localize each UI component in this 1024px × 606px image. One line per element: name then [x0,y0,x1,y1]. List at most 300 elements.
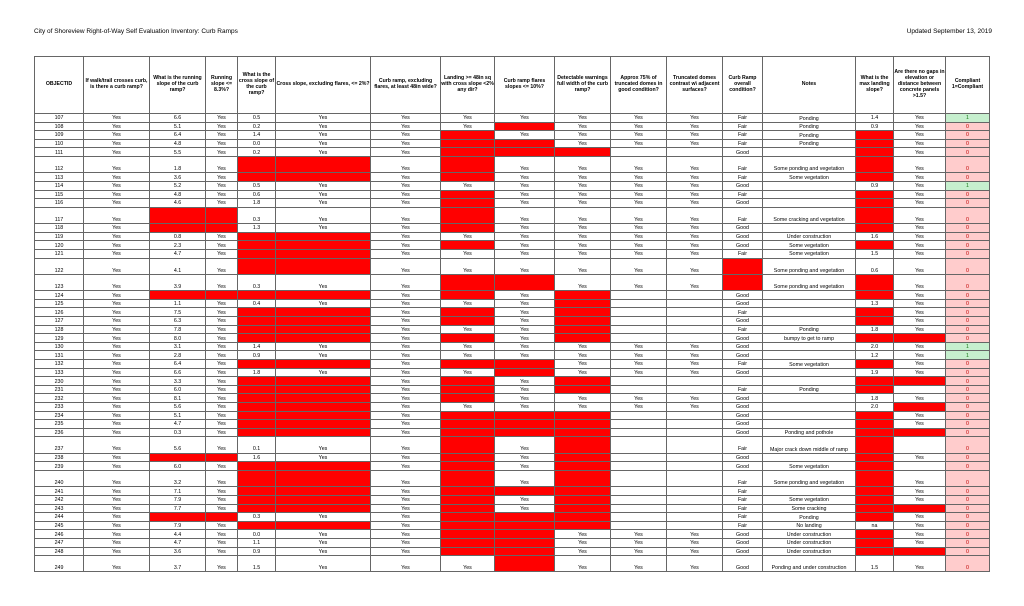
table-row [35,377,990,386]
table-cell: Yes [206,190,238,199]
table-row [35,351,990,360]
table-cell: Some vegetation [763,173,856,182]
table-cell: No [495,487,555,496]
table-cell: Yes [894,495,946,504]
table-cell: No [555,334,611,343]
table-cell: Yes [894,308,946,317]
table-cell: 0.3 [238,207,276,223]
table-cell: 233 [35,403,84,412]
table-cell: Yes [84,385,150,394]
table-cell: No [495,538,555,547]
table-cell: Yes [555,131,611,140]
table-cell: 237 [35,437,84,453]
table-cell: 0 [946,530,990,539]
table-cell: Yes [371,258,441,274]
table-cell [611,317,667,326]
table-row [35,495,990,504]
document-title: City of Shoreview Right-of-Way Self Evaluation Inventory: Curb Ramps [34,28,238,35]
table-cell [763,199,856,208]
table-cell: Ponding [763,325,856,334]
column-header: Landing >= 48in sq with cross slope <2% any dir? [441,57,495,114]
table-cell [611,462,667,471]
table-cell: 3.8 [856,156,894,172]
table-cell: Good [723,420,763,429]
table-cell: 247 [35,538,84,547]
table-cell: Yes [206,360,238,369]
table-cell: Yes [84,411,150,420]
table-cell: Yes [894,453,946,462]
table-cell: Yes [894,122,946,131]
table-cell: Fair [723,487,763,496]
table-cell: 130 [35,342,84,351]
table-cell: 1.5 [238,556,276,572]
table-cell: 3.6 [150,173,206,182]
table-cell: No [441,462,495,471]
table-cell [611,487,667,496]
table-cell: Yes [371,299,441,308]
table-cell: Yes [667,547,723,556]
table-cell: 0.3 [238,274,276,290]
table-cell [763,411,856,420]
table-cell: 126 [35,308,84,317]
table-cell: 129 [35,334,84,343]
table-cell: Yes [84,224,150,233]
table-cell: Yes [206,394,238,403]
table-cell: 0.5 [238,114,276,123]
table-cell: Yes [84,148,150,157]
table-cell: No [555,148,611,157]
table-cell: 7.5 [150,308,206,317]
table-cell: 0.3 [150,428,206,437]
table-cell: Yes [611,173,667,182]
table-cell: Yes [894,325,946,334]
table-row [35,274,990,290]
table-cell: 1.2 [856,351,894,360]
table-cell: Yes [611,530,667,539]
table-row [35,148,990,157]
table-cell: 7.2 [856,207,894,223]
table-cell: Yes [206,299,238,308]
table-cell [723,377,763,386]
table-cell: 5.1 [238,428,276,437]
table-cell: Yes [894,173,946,182]
table-cell: 1.9 [856,368,894,377]
table-cell: Yes [611,351,667,360]
table-cell: No [276,156,371,172]
table-cell [611,437,667,453]
table-cell: No [555,411,611,420]
table-cell: Yes [555,139,611,148]
table-cell: 4.2 [856,504,894,513]
table-cell [611,299,667,308]
table-cell: Yes [667,232,723,241]
table-cell: No [555,462,611,471]
table-cell: No [441,199,495,208]
table-cell: Yes [495,249,555,258]
table-cell [611,411,667,420]
column-header: If walk/trail crosses curb, is there a curb ramp? [84,57,150,114]
table-cell: Yes [206,437,238,453]
table-cell: 2.8 [150,351,206,360]
table-cell: 0 [946,308,990,317]
table-row [35,207,990,223]
table-cell: Yes [495,394,555,403]
table-cell: 249 [35,556,84,572]
table-cell: Yes [894,342,946,351]
table-cell [611,325,667,334]
table-cell: 1.4 [238,131,276,140]
table-cell: Yes [495,241,555,250]
table-cell: Yes [894,299,946,308]
table-cell: Good [723,291,763,300]
table-cell: Yes [206,249,238,258]
table-cell: Yes [495,385,555,394]
table-cell: Yes [611,207,667,223]
table-cell: No [555,453,611,462]
table-cell: No [495,122,555,131]
table-cell: Fair [723,207,763,223]
table-cell: Yes [84,470,150,486]
table-cell [667,504,723,513]
table-cell: Yes [667,173,723,182]
table-cell: 0.1 [238,437,276,453]
table-cell: 120 [35,241,84,250]
table-cell: 0.9 [238,351,276,360]
table-cell: Yes [894,556,946,572]
table-cell: No [495,139,555,148]
table-cell: 3.4 [856,411,894,420]
table-cell: No [276,411,371,420]
table-cell: Yes [206,547,238,556]
table-cell: Yes [276,190,371,199]
table-cell: No [894,504,946,513]
table-cell: Yes [206,342,238,351]
header-row [35,57,990,114]
table-cell: Yes [276,530,371,539]
table-cell [763,394,856,403]
table-cell [667,385,723,394]
table-cell: 6.1 [238,308,276,317]
table-cell: No [555,325,611,334]
table-cell: Fair [723,325,763,334]
table-cell: Yes [206,411,238,420]
table-cell: Yes [441,368,495,377]
table-cell: Yes [667,114,723,123]
table-cell: No [441,148,495,157]
table-cell: 0.8 [150,232,206,241]
table-cell: Yes [84,403,150,412]
table-cell: Yes [371,291,441,300]
table-cell: Yes [84,453,150,462]
table-cell: 0.4 [238,299,276,308]
table-cell: 5.6 [150,437,206,453]
table-cell: No [276,291,371,300]
table-cell: 0 [946,495,990,504]
table-cell: 3.7 [238,487,276,496]
table-cell: Yes [667,207,723,223]
table-cell: 116 [35,199,84,208]
table-cell: Yes [441,351,495,360]
table-cell: Yes [84,131,150,140]
table-cell: 0 [946,411,990,420]
table-cell: Yes [667,351,723,360]
table-cell [763,224,856,233]
table-cell: Yes [84,334,150,343]
table-cell: Yes [206,462,238,471]
table-cell: Yes [84,351,150,360]
table-cell: No [206,207,238,223]
table-cell: 3.7 [856,241,894,250]
table-cell: Yes [206,274,238,290]
table-cell: Yes [371,428,441,437]
table-cell: Yes [611,122,667,131]
table-cell: Yes [84,274,150,290]
table-cell: 122 [35,258,84,274]
table-cell: Yes [894,470,946,486]
table-cell: Yes [371,351,441,360]
table-cell: Yes [371,249,441,258]
table-cell: No [555,495,611,504]
table-cell: Good [723,538,763,547]
table-cell: Yes [495,207,555,223]
table-cell: Some vegetation [763,495,856,504]
table-cell: Yes [555,394,611,403]
table-cell: 1.8 [150,156,206,172]
table-cell: Yes [495,351,555,360]
table-cell: 115 [35,190,84,199]
column-header: Are there no gaps in elevation or distance between concrete panels >1.5? [894,57,946,114]
table-cell: Yes [371,224,441,233]
table-cell [763,181,856,190]
table-cell: 0 [946,462,990,471]
table-cell: Yes [206,385,238,394]
table-cell: Yes [84,249,150,258]
table-row [35,394,990,403]
table-cell: Yes [611,403,667,412]
table-cell: No [495,530,555,539]
table-cell: 2.3 [238,495,276,504]
table-cell: Yes [84,487,150,496]
table-cell: Yes [611,249,667,258]
table-cell: Yes [371,403,441,412]
table-cell: Yes [894,148,946,157]
table-cell: 0 [946,139,990,148]
table-cell: Yes [667,241,723,250]
table-cell: Yes [894,394,946,403]
table-cell: Yes [555,241,611,250]
table-cell: Yes [84,521,150,530]
table-cell: Yes [495,131,555,140]
table-cell: Some ponding and vegetation [763,258,856,274]
table-cell: Yes [894,258,946,274]
table-cell: Some vegetation [763,462,856,471]
table-cell: Fair [723,122,763,131]
table-cell: No [276,394,371,403]
table-cell: Yes [495,224,555,233]
table-cell: 1.8 [238,199,276,208]
table-cell: Yes [495,173,555,182]
table-cell: Yes [84,428,150,437]
table-cell: 1 [946,351,990,360]
table-cell: No [555,521,611,530]
table-cell: Good [723,199,763,208]
table-cell: Ponding and pothole [763,428,856,437]
table-cell: 118 [35,224,84,233]
table-row [35,241,990,250]
table-cell: Yes [555,207,611,223]
table-cell: 1.1 [238,538,276,547]
table-cell: Fair [723,504,763,513]
table-cell: Yes [667,360,723,369]
table-cell: Yes [371,530,441,539]
table-cell: 3.0 [238,325,276,334]
table-cell: No [555,385,611,394]
table-cell [763,190,856,199]
table-cell: Yes [276,207,371,223]
column-header: What is the running slope of the curb ramp? [150,57,206,114]
table-cell: Yes [371,495,441,504]
table-cell: 0.5 [238,181,276,190]
table-cell [667,308,723,317]
table-cell: 4.7 [150,420,206,429]
table-cell: No [441,334,495,343]
table-body [35,114,990,572]
table-row [35,199,990,208]
table-cell: Yes [667,190,723,199]
table-cell: 12.6 [150,224,206,233]
table-cell: No [276,521,371,530]
table-cell: Yes [206,504,238,513]
table-cell: Yes [371,462,441,471]
table-cell [611,148,667,157]
table-cell: Yes [611,241,667,250]
table-cell: Some ponding and vegetation [763,156,856,172]
table-cell: Yes [667,156,723,172]
table-cell [763,342,856,351]
table-cell: Good [723,403,763,412]
table-cell: Fair [723,437,763,453]
table-cell: 6.8 [238,317,276,326]
table-cell: Yes [555,360,611,369]
table-cell: Yes [555,232,611,241]
table-cell: 108 [35,122,84,131]
table-cell: Fair [723,495,763,504]
table-cell: Fair [723,360,763,369]
table-cell: No [495,420,555,429]
table-cell: Yes [84,420,150,429]
table-cell: Fair [723,385,763,394]
table-cell [611,291,667,300]
table-cell: 0 [946,547,990,556]
table-cell: 4.0 [856,377,894,386]
table-cell: Yes [371,368,441,377]
table-cell: 0 [946,258,990,274]
table-cell: Yes [611,368,667,377]
table-cell: 0 [946,420,990,429]
table-cell [763,308,856,317]
table-cell: 244 [35,513,84,522]
table-cell: 3.1 [856,495,894,504]
table-cell: Yes [84,538,150,547]
table-cell: Yes [206,334,238,343]
table-cell: 4.6 [238,377,276,386]
table-cell: Yes [371,156,441,172]
table-cell: 0 [946,131,990,140]
table-cell: 3.8 [238,462,276,471]
table-row [35,139,990,148]
table-cell: 0 [946,334,990,343]
table-cell: Yes [84,232,150,241]
table-cell [667,453,723,462]
table-cell: Ponding [763,122,856,131]
table-cell [763,453,856,462]
table-cell: Good [723,181,763,190]
table-cell: Yes [611,258,667,274]
table-cell: No [276,317,371,326]
table-cell: 5.4 [856,453,894,462]
table-cell: Yes [371,317,441,326]
table-cell: Yes [371,547,441,556]
table-cell: 0.0 [238,530,276,539]
table-cell: 107 [35,114,84,123]
table-cell: Yes [371,556,441,572]
table-cell: Ponding [763,131,856,140]
table-cell: Yes [667,122,723,131]
table-cell: Yes [894,131,946,140]
table-cell: Yes [495,317,555,326]
table-cell [611,308,667,317]
table-cell: Yes [441,249,495,258]
table-cell: 0.0 [238,139,276,148]
table-cell: No [276,334,371,343]
table-cell [667,437,723,453]
table-cell: 4.7 [150,249,206,258]
table-cell: 119 [35,232,84,241]
table-cell: Yes [206,530,238,539]
table-cell: Yes [84,258,150,274]
table-cell [611,495,667,504]
table-cell: No [495,428,555,437]
table-cell: Yes [84,513,150,522]
table-cell: Yes [84,394,150,403]
table-cell: Poor [723,274,763,290]
table-cell: Yes [206,538,238,547]
table-cell: 242 [35,495,84,504]
table-cell: 0 [946,521,990,530]
table-cell: 2.0 [856,403,894,412]
table-cell: 5.1 [150,122,206,131]
table-cell: 3.6 [150,547,206,556]
table-cell [667,513,723,522]
table-cell: 6.0 [150,462,206,471]
table-cell: 8.1 [856,513,894,522]
table-cell: 236 [35,428,84,437]
table-cell: Yes [206,325,238,334]
table-cell: 245 [35,521,84,530]
table-cell: Yes [371,411,441,420]
table-row [35,470,990,486]
table-cell: Yes [555,173,611,182]
table-cell: No [276,258,371,274]
table-cell: 8.0 [150,334,206,343]
table-cell: No [555,437,611,453]
table-cell: No [441,377,495,386]
table-cell: Yes [555,351,611,360]
updated-date: Updated September 13, 2019 [906,28,992,35]
table-cell: 2.1 [238,258,276,274]
table-cell: Yes [84,368,150,377]
column-header: Truncated domes contrast w\ adjacent surfaces? [667,57,723,114]
